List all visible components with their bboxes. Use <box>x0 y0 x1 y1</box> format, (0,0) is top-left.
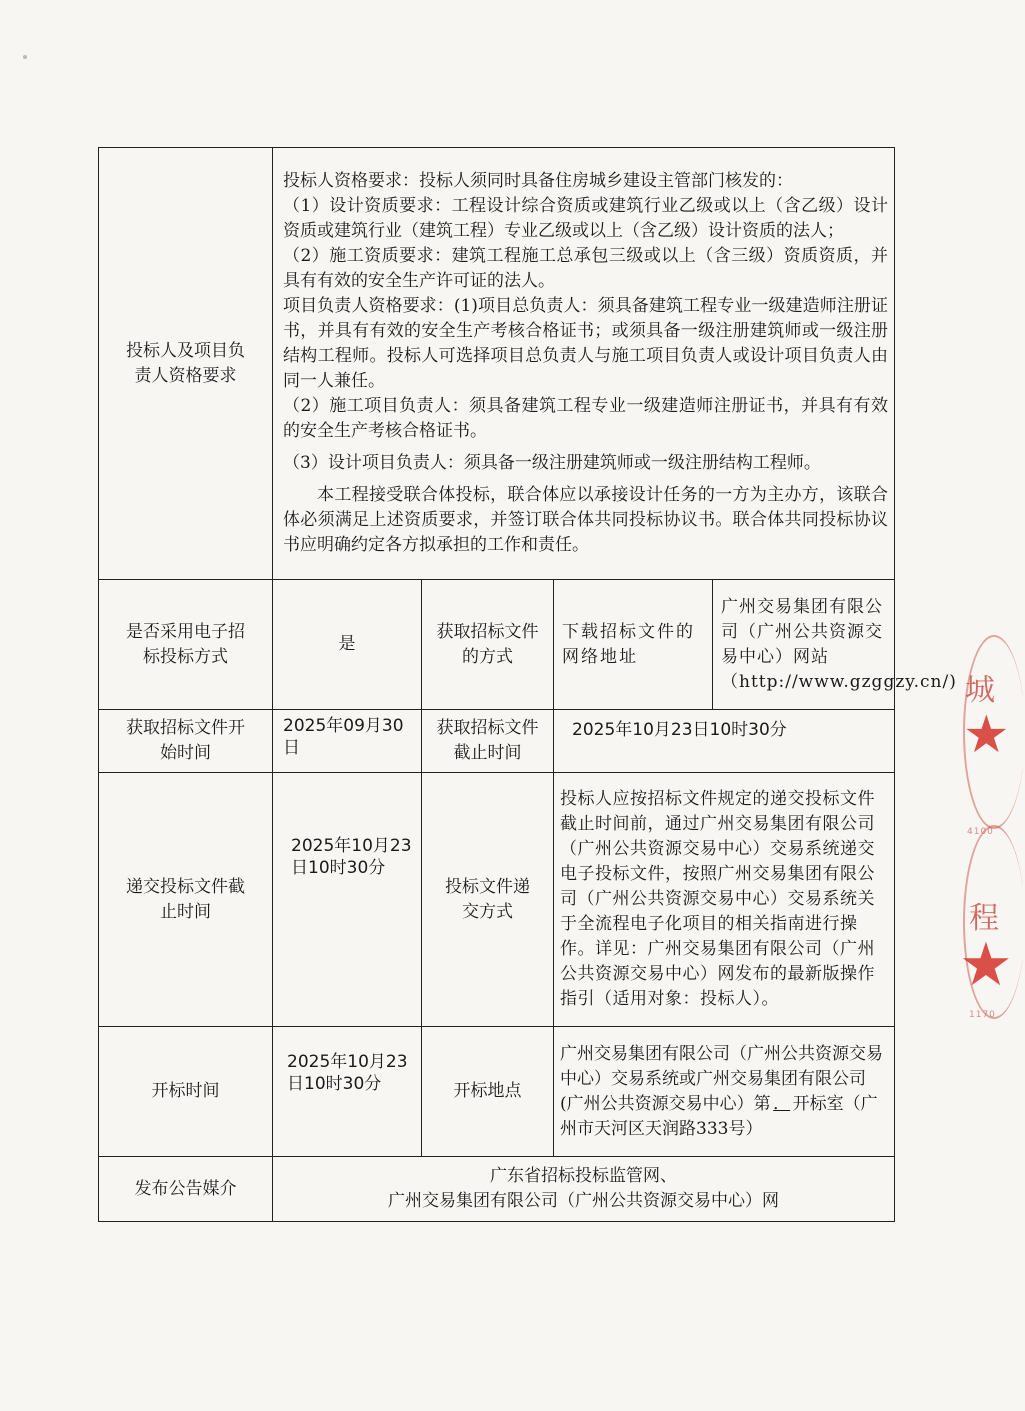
opening-time-value: 2025年10月23日10时30分 <box>273 1027 422 1157</box>
opening-time-label: 开标时间 <box>99 1027 273 1157</box>
media-line-1: 广东省招标投标监管网、 <box>490 1166 677 1186</box>
submit-row <box>99 773 895 1027</box>
qual-line-3: （2）施工资质要求：建筑工程施工总承包三级或以上（含三级）资质资质，并具有有效的安全生产许可证的法人。 <box>283 246 889 291</box>
tender-info-table <box>98 147 957 1222</box>
stamp-star-2-icon: ★ <box>959 930 1013 1000</box>
qualification-row <box>99 148 895 580</box>
media-label: 发布公告媒介 <box>99 1157 273 1222</box>
doc-end-label: 获取招标文件截止时间 <box>422 710 554 773</box>
qual-line-7: 本工程接受联合体投标，联合体应以承接设计任务的一方为主办方，该联合体必须满足上述资质要求，并签订联合体共同投标协议书。联合体共同投标协议书应明确约定各方拟承担的工作和责任。 <box>283 485 889 555</box>
qual-line-6: （3）设计项目负责人：须具备一级注册建筑师或一级注册结构工程师。 <box>283 453 821 473</box>
stamp-number-1: 4100 <box>967 827 994 837</box>
doc-start-value: 2025年09月30日 <box>273 710 422 773</box>
official-stamp-fragment <box>955 635 1013 1020</box>
method-label: 获取招标文件的方式 <box>422 580 554 710</box>
stamp-number-2: 1170 <box>969 1010 996 1020</box>
media-line-2: 广州交易集团有限公司（广州公共资源交易中心）网 <box>388 1191 779 1211</box>
media-value <box>273 1157 895 1222</box>
address-label: 下载招标文件的网络地址 <box>554 580 713 710</box>
qual-line-5: （2）施工项目负责人：须具备建筑工程专业一级建造师注册证书，并具有有效的安全生产考核合格证书。 <box>283 396 889 441</box>
scan-speck <box>23 55 27 59</box>
address-value: 广州交易集团有限公司（广州公共资源交易中心）网站（http://www.gzggzy.cn/) <box>713 580 895 710</box>
stamp-char-1: 城 <box>965 673 995 708</box>
place-prefix: 广州交易集团有限公司（广州公共资源交易中心）交易系统或广州交易集团有限公司(广州公共资源交易中心）第 <box>560 1043 883 1114</box>
opening-place-label: 开标地点 <box>422 1027 554 1157</box>
opening-row <box>99 1027 895 1157</box>
submit-method-value: 投标人应按招标文件规定的递交投标文件截止时间前，通过广州交易集团有限公司（广州公共资源交易中心）交易系统递交电子投标文件，按照广州交易集团有限公司（广州公共资源交易中心）交易系统关于全流程电子化项目的相关指南进行操作。详见：广州交易集团有限公司（广州公共资源交易中心）网发布的最新版操作指引（适用对象：投标人）。 <box>554 773 895 1027</box>
stamp-char-2: 程 <box>969 901 999 936</box>
doc-time-row <box>99 710 895 773</box>
opening-place-value <box>554 1027 895 1157</box>
media-row <box>99 1157 895 1222</box>
stamp-star-1-icon: ★ <box>963 705 1010 765</box>
submit-deadline-value: 2025年10月23日10时30分 <box>273 773 422 1027</box>
electronic-row <box>99 580 895 710</box>
qualification-label: 投标人及项目负责人资格要求 <box>99 148 273 580</box>
qual-line-1: 投标人资格要求：投标人须同时具备住房城乡建设主管部门核发的： <box>283 171 793 191</box>
electronic-value: 是 <box>273 580 422 710</box>
doc-start-label: 获取招标文件开始时间 <box>99 710 273 773</box>
electronic-label: 是否采用电子招标投标方式 <box>99 580 273 710</box>
submit-deadline-label: 递交投标文件截止时间 <box>99 773 273 1027</box>
qualification-content <box>273 148 895 580</box>
qual-line-4: 项目负责人资格要求：(1)项目总负责人：须具备建筑工程专业一级建造师注册证书，并具有有效的安全生产考核合格证书；或须具备一级注册建筑师或一级注册结构工程师。投标人可选择项目总负责人与施工项目负责人或设计项目负责人由同一人兼任。 <box>283 296 889 391</box>
place-room-blank: ． <box>773 1093 791 1114</box>
place-suffix: 开标室（广州市天河区天润路333号） <box>560 1093 878 1139</box>
doc-end-value: 2025年10月23日10时30分 <box>554 710 895 773</box>
qual-line-2: （1）设计资质要求：工程设计综合资质或建筑行业乙级或以上（含乙级）设计资质或建筑行业（建筑工程）专业乙级或以上（含乙级）设计资质的法人； <box>283 196 889 241</box>
submit-method-label: 投标文件递交方式 <box>422 773 554 1027</box>
